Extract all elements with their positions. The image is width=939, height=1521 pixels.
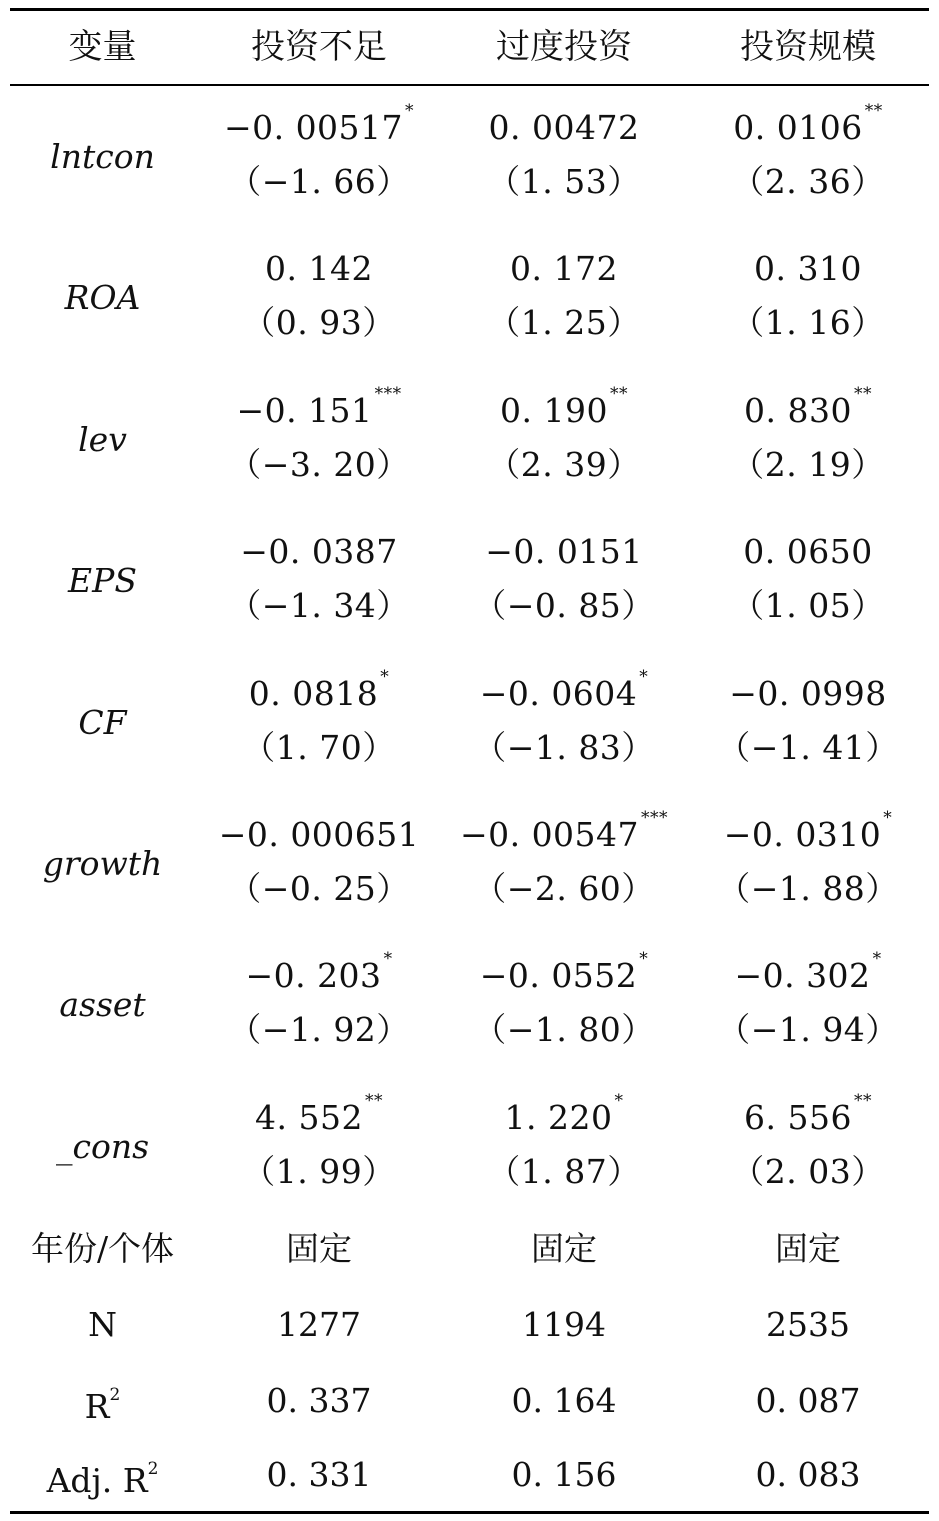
coefficient-cell [205,245,433,293]
significance-stars: ** [853,384,872,404]
t-statistic: （−2. 60） [473,869,655,908]
variable-name: lev [78,420,127,459]
coefficient-value: 0. 172 [510,249,618,288]
coefficient-cell [433,949,695,1000]
t-statistic: （2. 03） [731,1152,885,1191]
coefficient-cell [433,104,695,152]
significance-stars: ** [853,1091,872,1111]
r2-value: 0. 087 [755,1381,861,1420]
header-investment-scale: 投资规模 [740,27,876,67]
coefficient-value: 4. 552 [255,1098,363,1137]
coefficient-value: −0. 0387 [240,532,398,571]
coefficient-value: −0. 151 [236,391,373,430]
adj-r2-label: Adj. $R^2$ [46,1459,159,1500]
coefficient-cell [433,384,695,435]
significance-stars: * [883,808,893,828]
t-statistic: （−1. 80） [473,1010,655,1049]
coefficient-value: 0. 830 [744,391,852,430]
r2-label: $R^2$ [84,1385,121,1426]
t-statistic: （2. 39） [487,445,641,484]
significance-stars: * [383,949,393,969]
coefficient-value: −0. 00547 [459,815,640,854]
coefficient-cell [695,245,921,293]
coefficient-cell [695,808,921,859]
significance-stars: * [639,667,649,687]
adj-r2-value: 0. 156 [511,1455,617,1494]
coefficient-cell [433,245,695,293]
coefficient-value: −0. 0998 [729,674,887,713]
coefficient-cell [695,384,921,435]
coefficient-cell [695,101,921,152]
header-underinvestment: 投资不足 [251,27,387,67]
n-value: 1277 [277,1305,361,1344]
t-statistic: （1. 70） [242,728,396,767]
coefficient-value: −0. 0604 [479,674,638,713]
coefficient-value: 1. 220 [504,1098,613,1137]
t-statistic: （1. 16） [731,303,885,342]
coefficient-cell [695,1091,921,1142]
t-statistic: （−1. 66） [228,162,410,201]
coefficient-cell [433,528,695,576]
significance-stars: * [405,101,415,121]
coefficient-value: −0. 0151 [485,532,643,571]
t-statistic: （1. 05） [731,586,885,625]
variable-name: _cons [55,1127,150,1166]
t-statistic: （−1. 92） [228,1010,410,1049]
variable-name: lntcon [50,137,155,176]
coefficient-value: −0. 302 [734,956,871,995]
variable-name: growth [42,844,163,883]
coefficient-value: 0. 0818 [248,674,379,713]
t-statistic: （0. 93） [242,303,396,342]
coefficient-value: 0. 0650 [743,532,873,571]
t-statistic: （2. 19） [731,445,885,484]
coefficient-value: 6. 556 [744,1098,852,1137]
t-statistic: （−0. 85） [473,586,655,625]
coefficient-cell [205,1091,433,1142]
coefficient-cell [205,667,433,718]
fixed-effects-value: 固定 [531,1229,597,1268]
significance-stars: * [639,949,649,969]
header-variable: 变量 [68,27,137,67]
significance-stars: * [614,1091,624,1111]
significance-stars: ** [864,101,883,121]
n-label: N [88,1305,117,1344]
significance-stars: * [872,949,882,969]
coefficient-cell [695,670,921,718]
t-statistic: （2. 36） [731,162,885,201]
coefficient-cell [695,949,921,1000]
fixed-effects-value: 固定 [286,1229,352,1268]
coefficient-cell [695,528,921,576]
variable-name: CF [78,703,127,742]
variable-name: EPS [68,561,137,600]
coefficient-cell [433,808,695,859]
t-statistic: （−1. 83） [473,728,655,767]
coefficient-value: 0. 190 [500,391,608,430]
coefficient-value: −0. 0310 [723,815,882,854]
variable-name: asset [59,985,146,1024]
table-top-rule [10,8,929,11]
coefficient-value: −0. 000651 [218,815,420,854]
t-statistic: （1. 87） [487,1152,641,1191]
coefficient-value: −0. 00517 [223,108,404,147]
coefficient-cell [205,384,433,435]
t-statistic: （−1. 94） [717,1010,899,1049]
n-value: 2535 [766,1305,850,1344]
coefficient-cell [433,1091,695,1142]
r2-value: 0. 164 [511,1381,617,1420]
significance-stars: *** [641,808,669,828]
coefficient-cell [205,949,433,1000]
t-statistic: （−1. 41） [717,728,899,767]
t-statistic: （1. 53） [487,162,641,201]
adj-r2-value: 0. 083 [755,1455,861,1494]
fixed-effects-value: 固定 [775,1229,841,1268]
t-statistic: （−1. 88） [717,869,899,908]
coefficient-cell [205,528,433,576]
table-header-rule [10,84,929,86]
t-statistic: （1. 25） [487,303,641,342]
t-statistic: （−0. 25） [228,869,410,908]
t-statistic: （1. 99） [242,1152,396,1191]
coefficient-cell [433,667,695,718]
coefficient-cell [205,101,433,152]
significance-stars: ** [609,384,628,404]
t-statistic: （−1. 34） [228,586,410,625]
variable-name: ROA [64,278,141,317]
table-bottom-rule [10,1511,929,1514]
coefficient-value: 0. 142 [265,249,373,288]
coefficient-value: −0. 203 [245,956,382,995]
adj-r2-value: 0. 331 [266,1455,372,1494]
t-statistic: （−3. 20） [228,445,410,484]
coefficient-value: 0. 0106 [733,108,863,147]
n-value: 1194 [522,1305,606,1344]
significance-stars: *** [374,384,402,404]
r2-value: 0. 337 [266,1381,372,1420]
coefficient-value: −0. 0552 [479,956,638,995]
header-overinvestment: 过度投资 [496,27,632,67]
fixed-effects-label: 年份/个体 [30,1229,175,1268]
significance-stars: ** [364,1091,383,1111]
significance-stars: * [380,667,390,687]
coefficient-value: 0. 310 [754,249,862,288]
coefficient-cell [205,811,433,859]
coefficient-value: 0. 00472 [488,108,640,147]
